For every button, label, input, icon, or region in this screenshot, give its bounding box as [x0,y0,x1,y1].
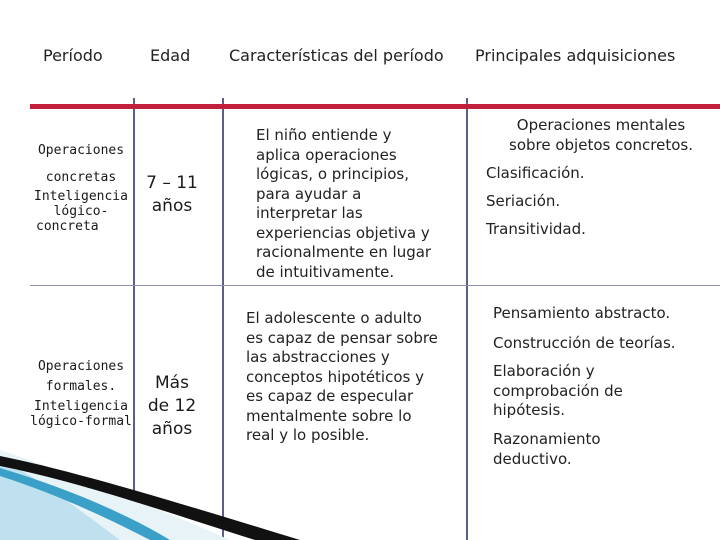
row1-age [132,172,212,218]
characteristics-line: aplica operaciones [256,145,397,164]
row1-acquisition-3: Seriación. [486,192,561,210]
characteristics-line: mentalmente sobre lo [246,406,412,425]
characteristics-line: interpretar las [256,204,363,222]
row2-age [132,372,212,441]
characteristics-line: lógicas, o principios, [256,165,409,183]
period-line: concreta [36,219,99,234]
period-line: Operaciones [37,143,125,158]
acquisition-line: Operaciones mentales [516,116,686,134]
period-line: lógico- [53,204,109,219]
row-divider [30,285,720,286]
age-line: de 12 [147,396,197,416]
row2-acquisition-1: Pensamiento abstracto. [493,304,671,322]
period-line: Inteligencia [34,399,128,414]
acquisition-line: Razonamiento [493,430,601,448]
header-adquisiciones: Principales adquisiciones [475,46,676,65]
characteristics-line: es capaz de especular [246,387,414,405]
period-line: lógico-formal [30,414,132,429]
characteristics-line: es capaz de pensar sobre [246,328,438,347]
age-line: años [151,196,193,216]
row2-acquisition-4 [493,430,713,469]
characteristics-line: El adolescente o adulto [246,309,422,327]
column-divider-3 [466,98,468,540]
period-line: formales. [45,379,117,394]
period-line: concretas [45,170,117,185]
row1-period [30,143,132,234]
characteristics-line: racionalmente en lugar [256,243,432,261]
row1-acquisition-1 [486,116,716,155]
row1-acquisition-2: Clasificación. [486,164,585,182]
header-rule [30,104,720,109]
characteristics-line: de intuitivamente. [256,262,395,281]
period-line: Operaciones [37,359,125,374]
row2-characteristics [246,309,466,446]
age-line: años [151,419,193,439]
age-line: Más [155,373,189,393]
row1-acquisition-4: Transitividad. [486,220,586,238]
age-line: 7 – 11 [146,173,198,193]
acquisition-line: comprobación de [493,381,623,400]
acquisition-line: sobre objetos concretos. [509,135,693,154]
row2-period [30,359,132,429]
characteristics-line: las abstracciones y [246,348,390,366]
header-edad: Edad [150,46,191,65]
acquisition-line: Elaboración y [493,362,595,380]
characteristics-line: para ayudar a [256,184,362,203]
acquisition-line: hipótesis. [493,401,566,419]
acquisition-line: deductivo. [493,449,572,468]
period-line: Inteligencia [34,189,128,204]
row2-acquisition-3 [493,362,713,421]
characteristics-line: conceptos hipotéticos y [246,367,424,386]
decorative-corner-swoosh [0,440,330,540]
characteristics-line: El niño entiende y [256,126,392,144]
row2-acquisition-2: Construcción de teorías. [493,334,676,352]
row1-characteristics [256,126,466,282]
characteristics-line: experiencias objetiva y [256,223,430,242]
header-caracteristicas: Características del período [229,46,444,65]
characteristics-line: real y lo posible. [246,426,370,444]
header-periodo: Período [43,46,103,65]
